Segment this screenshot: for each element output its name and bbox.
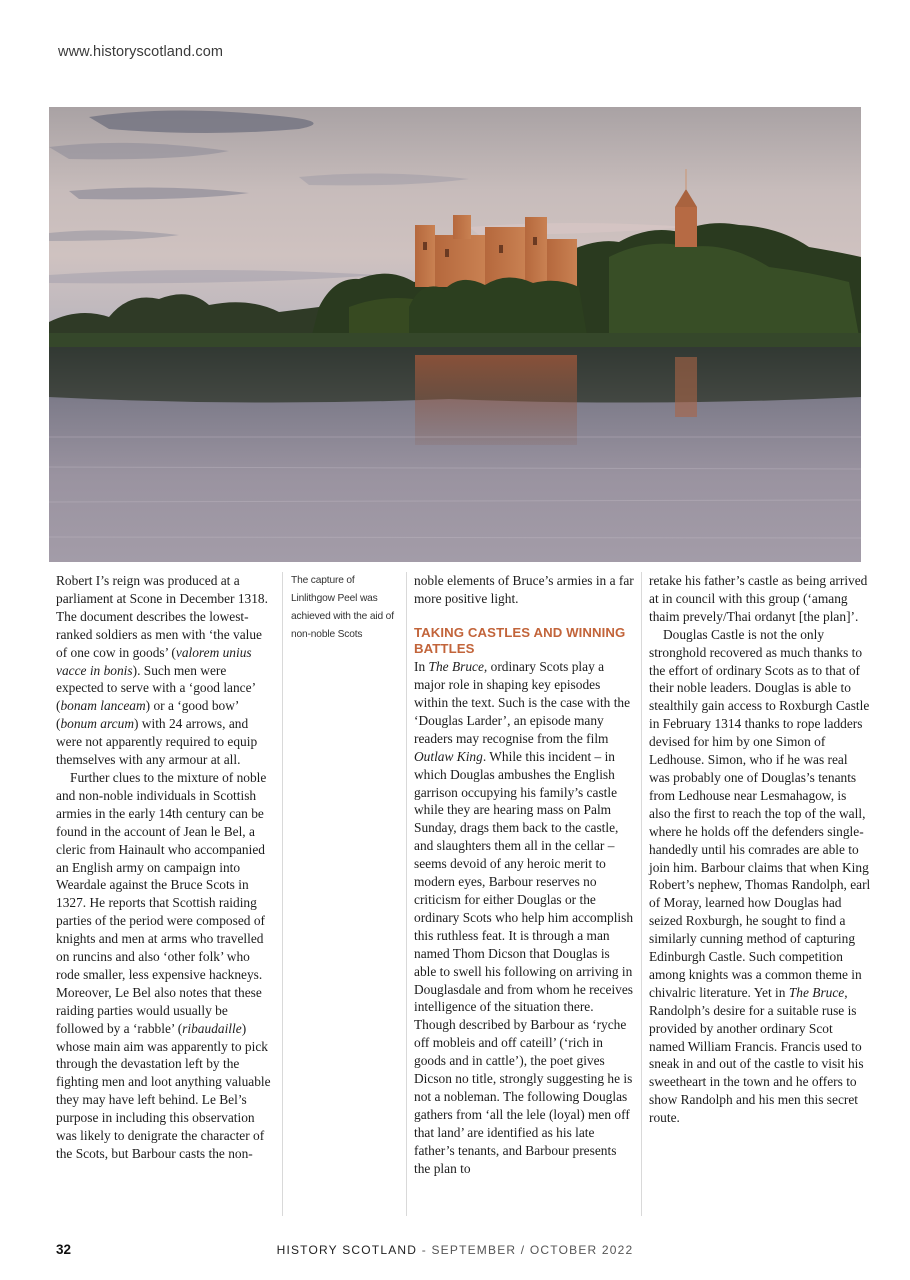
photo-caption: The capture of Linlithgow Peel was achieved with the aid of non-noble Scots bbox=[291, 575, 394, 640]
body-paragraph: retake his father’s castle as being arrived at in council with this group (‘amang thaim prevely/Thai ordanyt [the plan]’. bbox=[649, 573, 868, 624]
column-divider bbox=[282, 572, 283, 1216]
footer-separator: - bbox=[421, 1243, 427, 1257]
body-paragraph: Robert I’s reign was produced at a parliament at Scone in December 1318. The document describes the lowest-ranked soldiers as men with ‘the value of one cow in goods’ (valorem unius vacce in bonis). Such men were expected to serve with a ‘good lance’ (bonam lanceam) or a ‘good bow’ (bonum arcum) with 24 arrows, and were not apparently required to equip themselves with any armour at all. bbox=[56, 573, 268, 768]
body-paragraph: Douglas Castle is not the only stronghold recovered as much thanks to the effort of ordinary Scots as to that of their noble leaders. Douglas is able to stealthily gain access to Roxburgh Castle in February 1314 thanks to rope ladders devised for him by one Simon of Ledhouse. Simon, who if he was real was probably one of Douglas’s tenants from Ledhouse near Lesmahagow, is also the first to reach the top of the wall, where he holds off the defenders single-handedly until his comrades are able to join him. Barbour claims that when King Robert’s nephew, Thomas Randolph, earl of Moray, learned how Douglas had seized Roxburgh, he sought to find a similarly cunning method of capturing Edinburgh Castle. Such competition among knights was a common theme in chivalric literature. Yet in The Bruce, Randolph’s desire for a suitable ruse is provided by another ordinary Scot named William Francis. Francis used to sneak in and out of the castle to visit his sweetheart in the town and he offers to show Randolph and his men this secret route. bbox=[649, 626, 871, 1126]
column-divider bbox=[406, 572, 407, 1216]
site-url[interactable]: www.historyscotland.com bbox=[58, 44, 224, 60]
magazine-name: HISTORY SCOTLAND bbox=[276, 1243, 418, 1257]
body-paragraph: noble elements of Bruce’s armies in a far more positive light. bbox=[414, 573, 634, 606]
section-subheading: TAKING CASTLES AND WINNING BATTLES bbox=[414, 624, 626, 657]
photo-caption-column bbox=[291, 572, 399, 644]
article-column-1 bbox=[56, 572, 276, 1163]
article-column-3 bbox=[649, 572, 871, 1127]
article-column-2 bbox=[414, 572, 634, 1178]
body-paragraph: In The Bruce, ordinary Scots play a major role in shaping key episodes within the text. Such is the case with the ‘Douglas Larder’, an episode many readers may recognise from the film Outlaw King. While this incident – in which Douglas ambushes the English garrison occupying his family’s castle while they are hearing mass on Palm Sunday, drags them back to the castle, and slaughters them all in the cellar – seems devoid of any heroic merit to modern eyes, Barbour reserves no criticism for either Douglas or the ordinary Scots who help him accomplish this ruthless feat. It is through a man named Thom Dicson that Douglas is able to swell his following on arriving in Douglasdale and from whom he receives intelligence of the situation there. Though described by Barbour as ‘ryche off mobleis and off cateill’ (‘rich in goods and in cattle’), the poet gives Dicson no title, strongly suggesting he is not a nobleman. The following Douglas gathers from ‘all the lele (loyal) men off that land’ are identified as his late father’s tenants, and Barbour presents the plan to bbox=[414, 659, 634, 1176]
page-number: 32 bbox=[56, 1242, 72, 1257]
footer-magazine-line bbox=[0, 1243, 910, 1257]
column-divider bbox=[641, 572, 642, 1216]
article-photo bbox=[49, 107, 861, 562]
issue-date: SEPTEMBER / OCTOBER 2022 bbox=[431, 1243, 634, 1257]
photo-illustration bbox=[49, 107, 861, 562]
body-paragraph: Further clues to the mixture of noble and non-noble individuals in Scottish armies in the early 14th century can be found in the account of Jean le Bel, a cleric from Hainault who accompanied an English army on campaign into Weardale against the Bruce Scots in 1327. He reports that Scottish raiding parties of the period were composed of knights and men at arms who travelled on runcins and also ‘other folk’ who rode smaller, less expensive hackneys. Moreover, Le Bel also notes that these raiding parties would usually be followed by a ‘rabble’ (ribaudaille) whose main aim was apparently to pick through the devastation left by the fighting men and loot anything valuable they may have left behind. Le Bel’s purpose in including this observation was likely to denigrate the character of the Scots, but Barbour casts the non- bbox=[56, 769, 271, 1161]
